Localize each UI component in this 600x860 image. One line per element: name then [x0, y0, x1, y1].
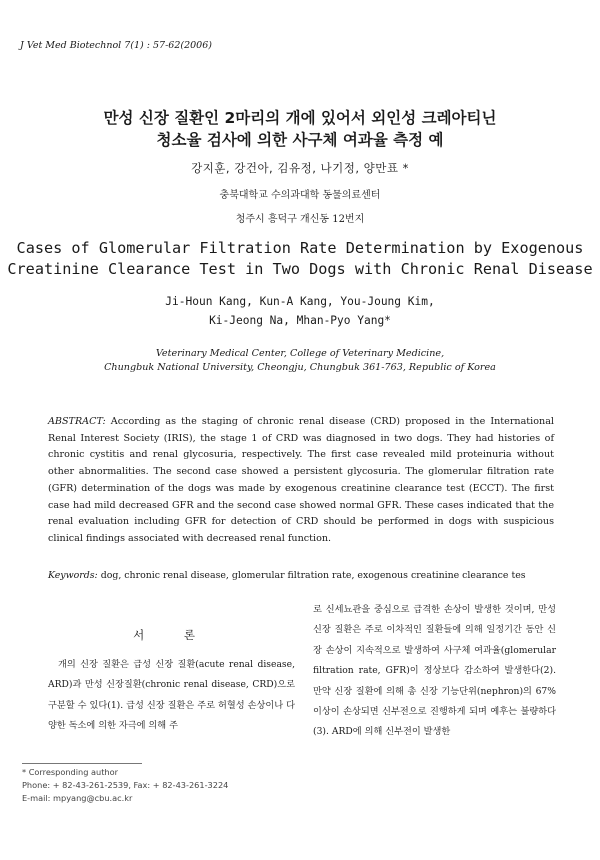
english-authors-line1: Ji-Houn Kang, Kun-A Kang, You-Joung Kim, [165, 295, 435, 308]
korean-address: 청주시 흥덕구 개신동 12번지 [235, 214, 365, 225]
body-left-column: 개의 신장 질환은 급성 신장 질환(acute renal disease, ARD)과 만성 신장질환(chronic renal disease, CRD)으로 구분할 수 있다(1). 급성 신장 질환은 주로 허혈성 손상이나 다양한 독소에 의한 자극에 의해 주 [48, 659, 295, 732]
korean-title-line1: 만성 신장 질환인 2마리의 개에 있어서 외인성 크레아티닌 [103, 109, 497, 127]
abstract-text: According as the staging of chronic renal disease (CRD) proposed in the International Renal Interest Society (IRIS), the stage 1 of CRD was diagnosed in two dogs. They had histories of chronic cystitis and renal glycosuria, respectively. The first case revealed mild proteinuria without other abnormalities. The second case showed a persistent glycosuria. The glomerular filtration rate (GFR) determination of the dogs was made by exogenous creatinine clearance test (ECCT). The first case had mild decreased GFR and the second case showed normal GFR. These cases indicated that the renal evaluation including GFR for detection of CRD should be performed in dogs with suspicious clinical findings associated with decreased renal function. [48, 416, 554, 544]
keywords-label: Keywords: [48, 570, 98, 581]
korean-affiliation: 충북대학교 수의과대학 동물의료센터 [219, 190, 381, 201]
english-title-line1: Cases of Glomerular Filtration Rate Determination by Exogenous [16, 239, 584, 257]
english-title [0, 238, 600, 280]
footnote-corresponding: * Corresponding author [22, 767, 118, 777]
footnote-email: E-mail: mpyang@cbu.ac.kr [22, 793, 133, 803]
english-authors [0, 292, 600, 330]
footnote-phone: Phone: + 82-43-261-2539, Fax: + 82-43-261-3224 [22, 780, 229, 790]
korean-title-line2: 청소율 검사에 의한 사구체 여과율 측정 예 [156, 131, 444, 149]
footnote-divider [22, 763, 142, 764]
body-right-column: 로 신세뇨관을 중심으로 급격한 손상이 발생한 것이며, 만성 신장 질환은 주로 이차적인 질환들에 의해 일정기간 동안 신장 손상이 지속적으로 발생하여 사구체 여과율(glomerular filtration rate, GFR)이 정상보다 감소하여 발생한다(2). 만약 신장 질환에 의해 총 신장 기능단위(nephron)의 67% 이상이 손상되면 신부전으로 진행하게 되며 예후는 불량하다(3). ARD에 의해 신부전이 발생한 [313, 604, 556, 738]
abstract [48, 414, 554, 548]
english-affiliation [0, 347, 600, 374]
keywords [48, 570, 568, 581]
keywords-text: dog, chronic renal disease, glomerular filtration rate, exogenous creatinine clearance tes [100, 570, 526, 581]
english-affiliation-line1: Veterinary Medical Center, College of Veterinary Medicine, [155, 348, 445, 359]
journal-citation: J Vet Med Biotechnol 7(1) : 57-62(2006) [20, 40, 212, 51]
footnote [22, 766, 228, 805]
section-heading-introduction: 서 론 [133, 628, 213, 642]
english-authors-line2: Ki-Jeong Na, Mhan-Pyo Yang* [209, 314, 391, 327]
english-affiliation-line2: Chungbuk National University, Cheongju, Chungbuk 361-763, Republic of Korea [104, 361, 496, 373]
abstract-label: ABSTRACT: [48, 416, 106, 427]
english-title-line2: Creatinine Clearance Test in Two Dogs with Chronic Renal Disease [7, 260, 593, 278]
korean-authors: 강지훈, 강건아, 김유정, 나기정, 양만표 * [191, 161, 409, 175]
